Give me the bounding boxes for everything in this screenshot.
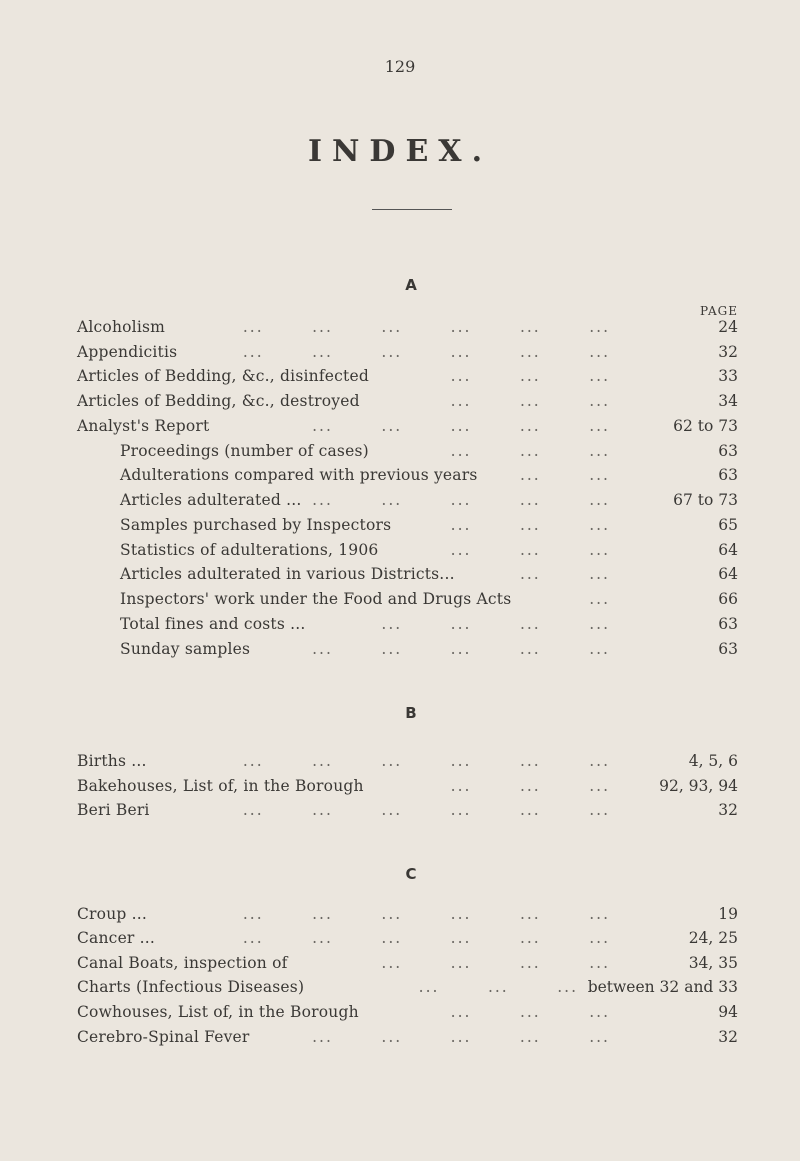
page-column-label: PAGE [700,304,738,318]
index-entry [77,774,738,798]
entry-label: Appendicitis [77,343,178,361]
entry-pages: between 32 and 33 [587,978,738,996]
dot-leader: ... ... ... ... ... ... [242,929,610,947]
entry-label: Beri Beri [77,801,150,819]
entry-pages: 33 [718,367,738,385]
dot-leader: ... ... ... [450,541,610,559]
entry-label: Births ... [77,752,147,770]
section-letter-a: A [405,276,417,294]
index-entry [77,1000,738,1024]
entry-pages: 65 [718,516,738,534]
index-subentry [77,562,738,586]
entry-pages: 62 to 73 [673,417,738,435]
entry-label: Cerebro-Spinal Fever [77,1028,250,1046]
entry-label: Bakehouses, List of, in the Borough [77,777,364,795]
dot-leader: ... ... ... ... ... [312,491,610,509]
dot-leader: ... ... ... [450,516,610,534]
index-entry [77,749,738,773]
entry-label: Articles adulterated ... [120,491,302,509]
entry-label: Articles of Bedding, &c., destroyed [77,392,360,410]
entry-pages: 63 [718,442,738,460]
dot-leader: ... ... ... ... ... ... [242,343,610,361]
entry-label: Adulterations compared with previous years [120,466,478,484]
page-title: INDEX. [307,134,493,169]
entry-label: Analyst's Report [77,417,210,435]
index-entry [77,798,738,822]
entry-pages: 34 [718,392,738,410]
entry-label: Charts (Infectious Diseases) [77,978,305,996]
entry-label: Inspectors' work under the Food and Drugs Acts [120,590,512,608]
dot-leader: ... ... ... ... [381,954,610,972]
dot-leader: ... ... ... ... [381,615,610,633]
entry-label: Cancer ... [77,929,156,947]
entry-pages: 24 [718,318,738,336]
entry-pages: 92, 93, 94 [659,777,738,795]
entry-pages: 32 [718,801,738,819]
entry-label: Samples purchased by Inspectors [120,516,392,534]
index-subentry [77,488,738,512]
index-entry [77,414,738,438]
index-subentry [77,538,738,562]
dot-leader: ... ... ... [450,1003,610,1021]
page-number: 129 [384,57,416,76]
entry-pages: 24, 25 [688,929,738,947]
index-subentry [77,463,738,487]
entry-pages: 67 to 73 [673,491,738,509]
index-entry [77,975,738,999]
entry-pages: 63 [718,640,738,658]
entry-label: Sunday samples [120,640,251,658]
index-entry [77,315,738,339]
entry-pages: 64 [718,541,738,559]
entry-label: Canal Boats, inspection of [77,954,288,972]
dot-leader: ... ... ... ... ... ... [242,752,610,770]
entry-pages: 66 [718,590,738,608]
dot-leader: ... ... ... ... ... [312,417,610,435]
entry-label: Articles adulterated in various Districts... [120,565,455,583]
dot-leader: ... ... ... [450,777,610,795]
dot-leader: ... ... ... [450,367,610,385]
section-letter-c: C [405,865,417,883]
entry-pages: 63 [718,615,738,633]
entry-pages: 4, 5, 6 [688,752,738,770]
entry-pages: 32 [718,343,738,361]
index-entry [77,340,738,364]
dot-leader: ... ... ... ... ... ... [242,905,610,923]
entry-pages: 94 [718,1003,738,1021]
dot-leader: ... [589,590,610,608]
entry-label: Cowhouses, List of, in the Borough [77,1003,359,1021]
dot-leader: ... ... ... ... ... ... [242,318,610,336]
title-divider [372,209,452,210]
index-subentry [77,513,738,537]
entry-label: Statistics of adulterations, 1906 [120,541,379,559]
index-subentry [77,439,738,463]
dot-leader: ... ... [519,466,610,484]
index-entry [77,1025,738,1049]
entry-pages: 64 [718,565,738,583]
index-subentry [77,587,738,611]
dot-leader: ... ... [519,565,610,583]
entry-label: Croup ... [77,905,148,923]
dot-leader: ... ... ... [450,392,610,410]
section-letter-b: B [405,704,417,722]
entry-pages: 63 [718,466,738,484]
index-entry [77,364,738,388]
index-entry [77,389,738,413]
dot-leader: ... ... ... [450,442,610,460]
entry-label: Total fines and costs ... [120,615,306,633]
entry-pages: 34, 35 [688,954,738,972]
entry-pages: 19 [718,905,738,923]
entry-pages: 32 [718,1028,738,1046]
dot-leader: ... ... ... ... ... [312,640,610,658]
entry-label: Proceedings (number of cases) [120,442,369,460]
dot-leader: ... ... ... ... ... ... [242,801,610,819]
index-subentry [77,612,738,636]
index-entry [77,902,738,926]
index-subentry [77,637,738,661]
dot-leader: ... ... ... ... ... [312,1028,610,1046]
entry-label: Alcoholism [77,318,166,336]
entry-label: Articles of Bedding, &c., disinfected [77,367,369,385]
index-entry [77,951,738,975]
dot-leader: ... ... ... [418,978,578,996]
index-entry [77,926,738,950]
